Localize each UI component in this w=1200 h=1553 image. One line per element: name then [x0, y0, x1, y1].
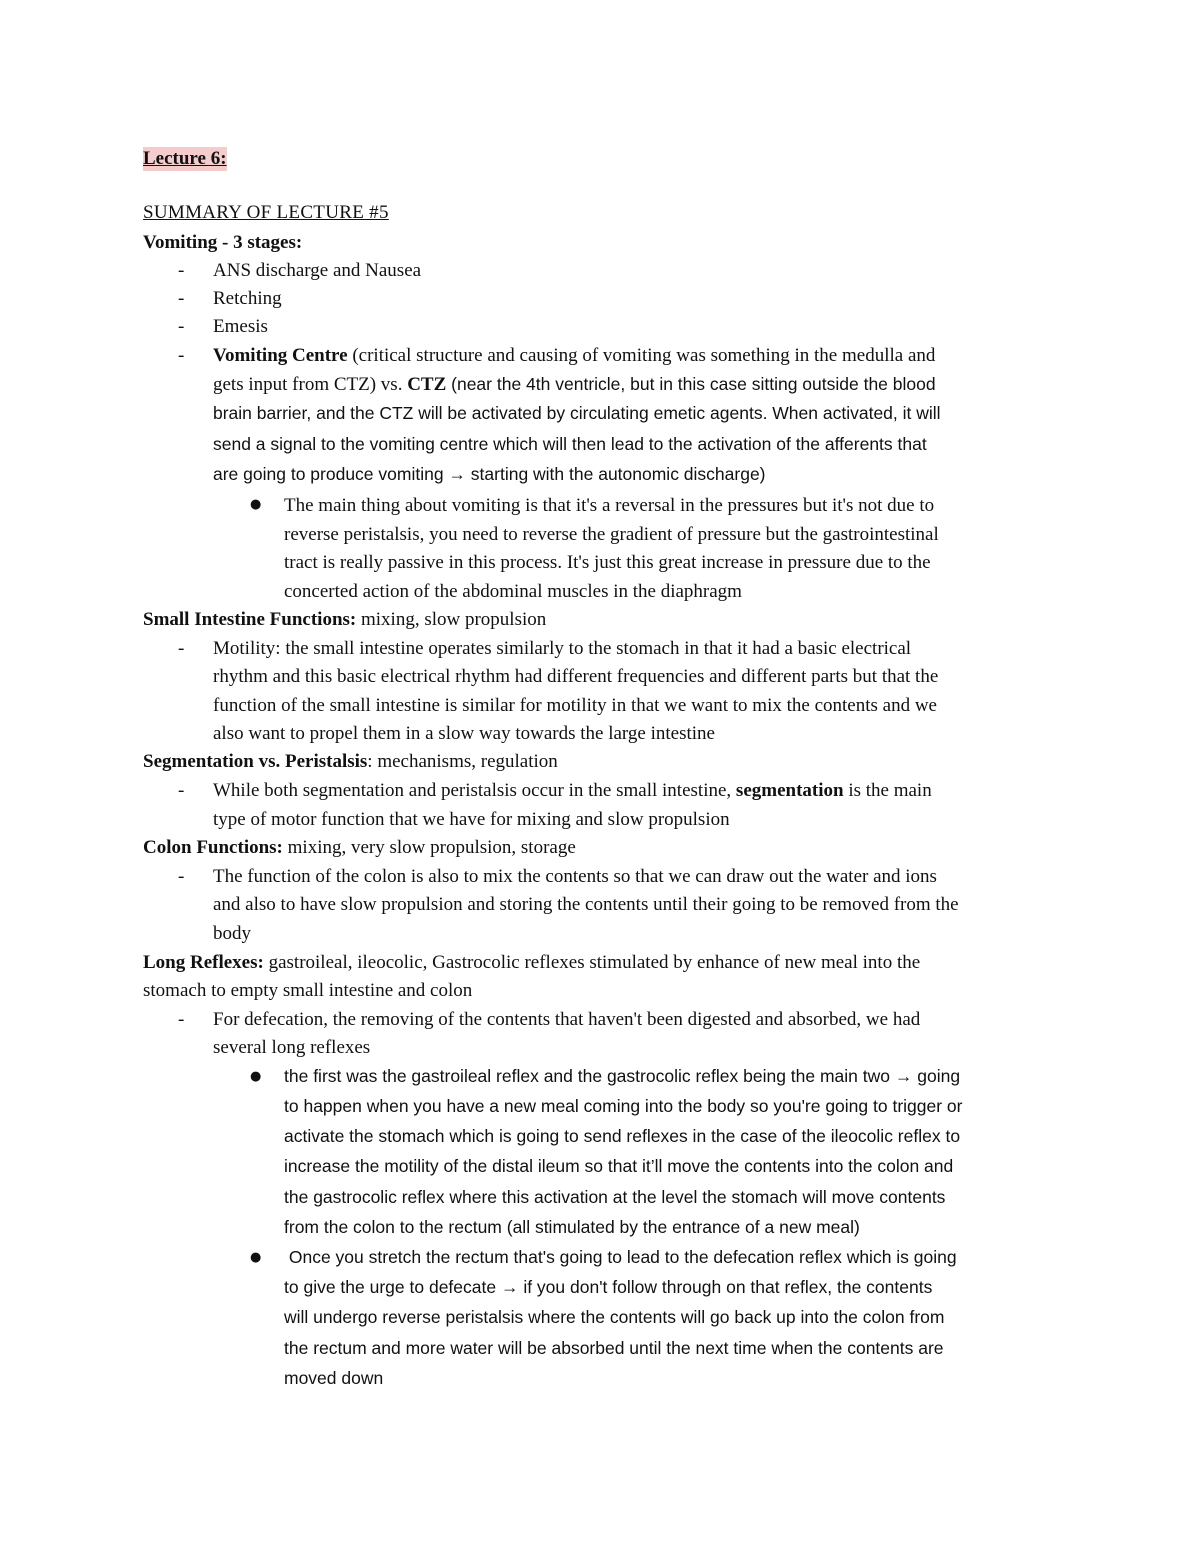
- segmentation-text: While both segmentation and peristalsis occur in the small intestine,: [213, 780, 736, 801]
- colon-heading: [143, 838, 576, 857]
- dash-marker: -: [178, 1009, 185, 1030]
- small-intestine-line-1: Motility: the small intestine operates similarly to the stomach in that it had a basic electrical: [213, 638, 912, 659]
- reflex-note-1-line-5: the gastrocolic reflex where this activation at the level the stomach will move contents: [284, 1187, 946, 1207]
- small-intestine-line-4: also want to propel them in a slow way towards the large intestine: [213, 723, 715, 744]
- dash-marker: -: [178, 345, 185, 366]
- segmentation-title: Segmentation vs. Peristalsis: [143, 751, 368, 772]
- vomiting-centre-text: gets input from CTZ) vs.: [213, 374, 408, 395]
- dash-marker: -: [178, 260, 185, 281]
- vomiting-stage-1: ANS discharge and Nausea: [213, 260, 422, 281]
- bullet-marker: ●: [250, 1250, 262, 1265]
- colon-line-3: body: [213, 923, 251, 944]
- vomiting-heading: Vomiting - 3 stages:: [143, 232, 303, 253]
- vomiting-centre-text: (critical structure and causing of vomiting was something in the medulla and: [347, 345, 936, 366]
- small-intestine-subtitle: mixing, slow propulsion: [356, 609, 547, 630]
- segmentation-heading: [143, 752, 558, 771]
- reflex-note-1-line-1: the first was the gastroileal reflex and the gastrocolic reflex being the main two → going: [284, 1066, 961, 1086]
- colon-line-2: and also to have slow propulsion and storing the contents until their going to be removed from the: [213, 894, 959, 915]
- reflex-note-2-line-4: the rectum and more water will be absorbed until the next time when the contents are: [284, 1338, 944, 1358]
- colon-subtitle: mixing, very slow propulsion, storage: [282, 837, 576, 858]
- defecation-line-1: For defecation, the removing of the contents that haven't been digested and absorbed, we had: [213, 1009, 921, 1030]
- vomiting-stage-2: Retching: [213, 288, 282, 309]
- dash-marker: -: [178, 316, 185, 337]
- term-segmentation: segmentation: [735, 780, 844, 801]
- term-vomiting-centre: Vomiting Centre: [213, 345, 348, 366]
- small-intestine-line-2: rhythm and this basic electrical rhythm had different frequencies and different parts but that the: [213, 666, 939, 687]
- long-reflexes-heading-line-2: stomach to empty small intestine and colon: [143, 980, 473, 1001]
- long-reflexes-subtitle: gastroileal, ileocolic, Gastrocolic reflexes stimulated by enhance of new meal into the: [263, 952, 921, 973]
- reflex-note-2-line-1: Once you stretch the rectum that's going to lead to the defecation reflex which is going: [284, 1247, 957, 1267]
- vomiting-centre-line-4: send a signal to the vomiting centre which will then lead to the activation of the afferents that: [213, 434, 927, 454]
- reflex-note-2-line-2: to give the urge to defecate → if you don't follow through on that reflex, the contents: [284, 1277, 933, 1297]
- vomiting-note-line-1: The main thing about vomiting is that it's a reversal in the pressures but it's not due to: [284, 495, 935, 516]
- small-intestine-line-3: function of the small intestine is similar for motility in that we want to mix the contents and we: [213, 695, 937, 716]
- term-ctz: CTZ: [407, 374, 447, 395]
- small-intestine-heading: [143, 610, 546, 629]
- summary-heading: SUMMARY OF LECTURE #5: [143, 202, 389, 223]
- segmentation-text: is the main: [843, 780, 932, 801]
- reflex-note-1-line-2: to happen when you have a new meal coming into the body so you're going to trigger or: [284, 1096, 963, 1116]
- long-reflexes-heading: [143, 953, 920, 972]
- vomiting-stage-3: Emesis: [213, 316, 268, 337]
- segmentation-subtitle: : mechanisms, regulation: [367, 751, 558, 772]
- lecture-title: Lecture 6:: [143, 148, 227, 169]
- vomiting-centre-line-1: [213, 346, 935, 365]
- vomiting-note-line-4: concerted action of the abdominal muscles in the diaphragm: [284, 581, 742, 602]
- defecation-line-2: several long reflexes: [213, 1037, 371, 1058]
- reflex-note-2-line-5: moved down: [284, 1368, 384, 1388]
- reflex-note-2-line-3: will undergo reverse peristalsis where the contents will go back up into the colon from: [284, 1307, 945, 1327]
- reflex-note-1-line-6: from the colon to the rectum (all stimulated by the entrance of a new meal): [284, 1217, 860, 1237]
- long-reflexes-title: Long Reflexes:: [143, 952, 264, 973]
- vomiting-note-line-3: tract is really passive in this process. It's just this great increase in pressure due to the: [284, 552, 931, 573]
- small-intestine-title: Small Intestine Functions:: [143, 609, 357, 630]
- bullet-marker: ●: [250, 497, 262, 512]
- dash-marker: -: [178, 288, 185, 309]
- dash-marker: -: [178, 780, 185, 801]
- bullet-marker: ●: [250, 1069, 262, 1084]
- vomiting-centre-line-3: brain barrier, and the CTZ will be activated by circulating emetic agents. When activated, it will: [213, 403, 941, 423]
- segmentation-line-1: [213, 781, 932, 800]
- reflex-note-1-line-3: activate the stomach which is going to send reflexes in the case of the ileocolic reflex to: [284, 1126, 961, 1146]
- colon-title: Colon Functions:: [143, 837, 283, 858]
- vomiting-centre-text: (near the 4th ventricle, but in this case sitting outside the blood: [446, 374, 936, 394]
- vomiting-note-line-2: reverse peristalsis, you need to reverse the gradient of pressure but the gastrointestinal: [284, 524, 939, 545]
- dash-marker: -: [178, 866, 185, 887]
- colon-line-1: The function of the colon is also to mix the contents so that we can draw out the water and ions: [213, 866, 937, 887]
- vomiting-centre-line-5: are going to produce vomiting → starting with the autonomic discharge): [213, 464, 766, 484]
- segmentation-line-2: type of motor function that we have for mixing and slow propulsion: [213, 809, 730, 830]
- reflex-note-1-line-4: increase the motility of the distal ileum so that it’ll move the contents into the colon and: [284, 1156, 954, 1176]
- vomiting-centre-line-2: [213, 375, 936, 394]
- dash-marker: -: [178, 638, 185, 659]
